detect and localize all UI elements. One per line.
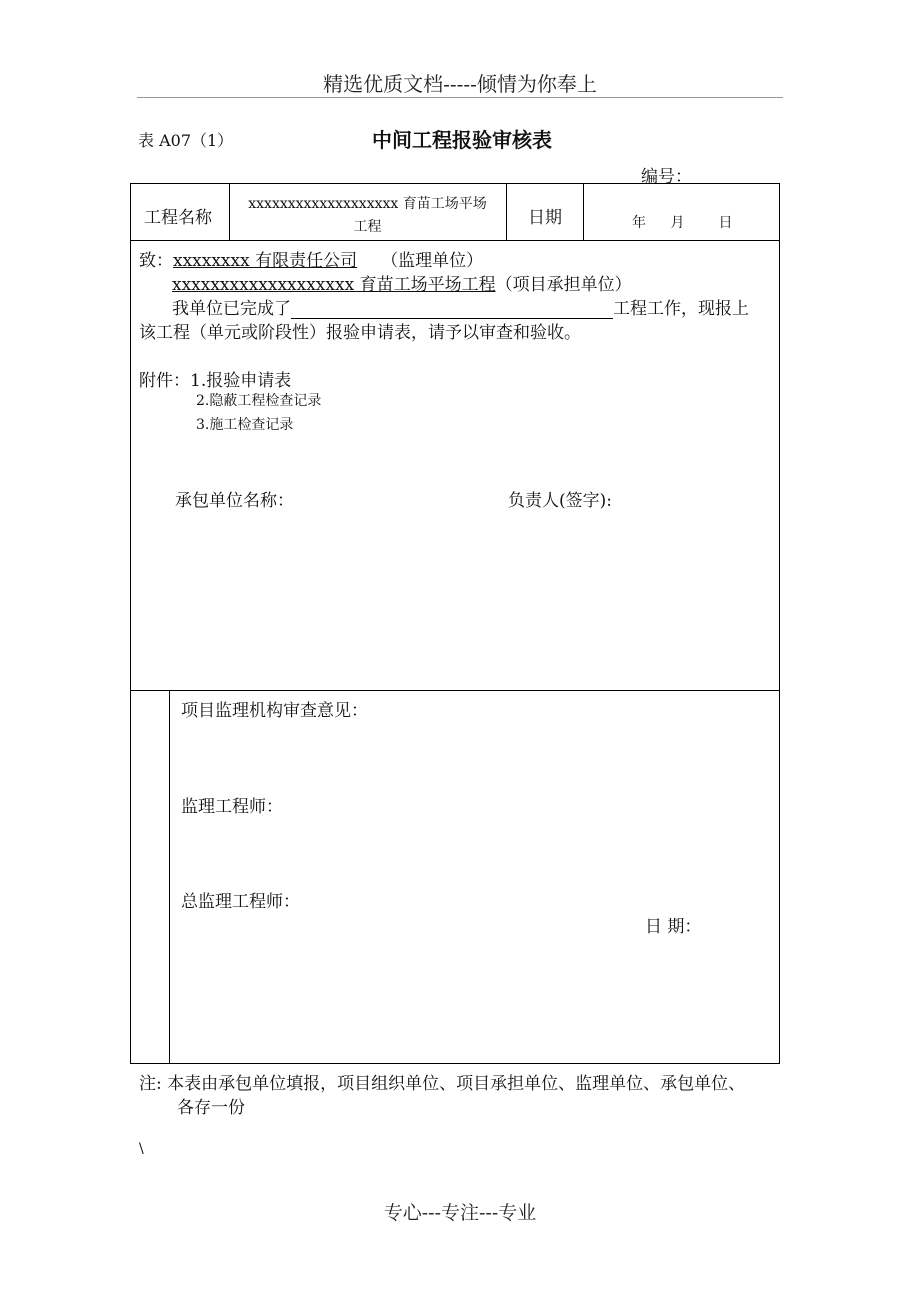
project-full-name: xxxxxxxxxxxxxxxxxxx 育苗工场平场工程 [172, 275, 496, 295]
date-label: 日期 [528, 208, 562, 228]
attachments-label: 附件： [139, 371, 190, 391]
chief-engineer-label: 总监理工程师： [181, 892, 300, 912]
completed-suffix: 工程工作，现报上 [613, 299, 749, 319]
attachment-item-1: 1.报验申请表 [190, 371, 292, 391]
page-header-title: 精选优质文档-----倾情为你奉上 [323, 72, 597, 96]
note-line-1: 注: 本表由承包单位填报，项目组织单位、项目承担单位、监理单位、承包单位、 [139, 1074, 746, 1094]
date-value: 年 月 日 [632, 215, 735, 231]
project-name-value-line2: 工程 [353, 219, 382, 235]
review-margin-divider [169, 690, 170, 1064]
supervisor-role: （监理单位） [381, 251, 484, 271]
project-role: （项目承担单位） [495, 275, 632, 295]
attachment-item-3: 3.施工检查记录 [196, 417, 294, 433]
project-name-value-line1: xxxxxxxxxxxxxxxxxxx 育苗工场平场 [248, 196, 487, 212]
col-divider-2 [506, 183, 507, 240]
completed-prefix: 我单位已完成了 [172, 299, 291, 319]
supervising-engineer-label: 监理工程师： [181, 797, 283, 817]
form-code: 表 A07（1） [138, 131, 234, 150]
review-date-label: 日 期： [645, 917, 702, 937]
form-title: 中间工程报验审核表 [372, 128, 552, 152]
completed-work-blank[interactable] [291, 300, 613, 319]
header-divider [137, 97, 783, 98]
serial-number-label: 编号： [641, 167, 692, 187]
contractor-name-label: 承包单位名称： [175, 491, 294, 511]
row-divider-review [130, 690, 780, 691]
project-name-label: 工程名称 [144, 208, 212, 228]
attachments-first-line [139, 366, 291, 391]
project-line [172, 270, 632, 295]
note-line-2: 各存一份 [177, 1098, 245, 1118]
addressee-line [139, 246, 483, 271]
row-divider-info [130, 240, 780, 241]
stray-mark: \ [139, 1141, 144, 1157]
page-footer-text: 专心---专注---专业 [383, 1202, 537, 1224]
review-opinion-label: 项目监理机构审查意见： [181, 701, 368, 721]
col-divider-3 [583, 183, 584, 240]
request-line: 该工程（单元或阶段性）报验申请表，请予以审查和验收。 [139, 323, 581, 343]
completion-line [172, 294, 749, 319]
attachment-item-2: 2.隐蔽工程检查记录 [196, 393, 322, 409]
supervisor-company: xxxxxxxx 有限责任公司 [173, 251, 358, 271]
responsible-signature-label: 负责人(签字): [508, 491, 612, 511]
to-label: 致： [139, 251, 173, 271]
